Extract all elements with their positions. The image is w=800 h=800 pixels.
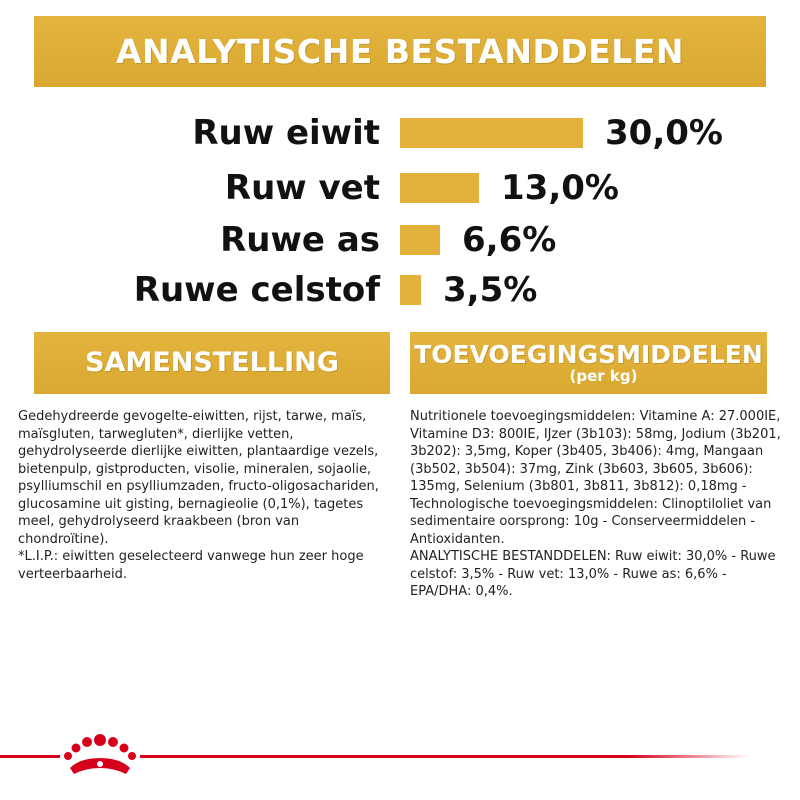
analysis-header-title: ANALYTISCHE BESTANDDELEN	[116, 32, 684, 71]
analysis-row-label: Ruwe as	[220, 220, 380, 260]
footer-red-line-left	[0, 755, 60, 758]
analysis-row-label: Ruw vet	[224, 168, 380, 208]
analysis-row-crude-fat	[0, 163, 800, 213]
additives-title: TOEVOEGINGSMIDDELEN	[414, 340, 763, 369]
additives-header-banner	[410, 332, 767, 394]
additives-text: Nutritionele toevoegingsmiddelen: Vitamine A: 27.000IE, Vitamine D3: 800IE, IJzer (3b103): 58mg, Jodium (3b201, 3b202): 3,5mg, Koper (3b405, 3b406): 4mg, Mangaan (3b502, 3b504): 37mg, Zink (3b603, 3b605, 3b606): 135mg, Selenium (3b801, 3b811, 3b812): 0,18mg - Technologische toevoegingsmiddelen: Clinoptiloliet van sedimentaire oorsprong: 10g - Conserveermiddelen - Antioxidanten. ANALYTISCHE BESTANDDELEN: Ruw eiwit: 30,0% - Ruwe celstof: 3,5% - Ruw vet: 13,0% - Ruwe as: 6,6% - EPA/DHA: 0,4%.	[410, 409, 781, 599]
analysis-row-bar	[400, 118, 583, 148]
analysis-bar-list	[0, 108, 800, 318]
additives-subtitle: (per kg)	[569, 367, 638, 385]
analysis-row-label: Ruw eiwit	[192, 113, 380, 153]
analysis-row-bar	[400, 275, 421, 305]
composition-text: Gedehydreerde gevogelte-eiwitten, rijst, tarwe, maïs, maïsgluten, tarwegluten*, dierlijke vetten, gehydrolyseerde dierlijke eiwitten, plantaardige vezels, bietenpulp, gistproducten, visolie, mineralen, sojaolie, psylliumschil en psylliumzaden, fructo-oligosachariden, glucosamine uit gisting, bernagieolie (0,1%), tagetes meel, gehydrolyseerd kraakbeen (bron van chondroïtine). *L.I.P.: eiwitten geselecteerd vanwege hun zeer hoge verteerbaarheid.	[18, 409, 379, 582]
analysis-header-banner	[34, 16, 766, 87]
analysis-row-crude-fibre	[0, 265, 800, 315]
analysis-row-crude-protein	[0, 108, 800, 158]
analysis-row-value: 3,5%	[443, 270, 538, 310]
analysis-row-bar	[400, 225, 440, 255]
analysis-row-bar	[400, 173, 479, 203]
analysis-row-value: 30,0%	[605, 113, 723, 153]
analysis-row-value: 13,0%	[501, 168, 619, 208]
analysis-row-label: Ruwe celstof	[133, 270, 380, 310]
analysis-row-value: 6,6%	[462, 220, 557, 260]
composition-title: SAMENSTELLING	[85, 347, 339, 378]
composition-header-banner	[34, 332, 390, 394]
footer-red-line-right	[140, 755, 750, 758]
royal-canin-crown-icon	[60, 728, 140, 784]
analysis-row-crude-ash	[0, 215, 800, 265]
